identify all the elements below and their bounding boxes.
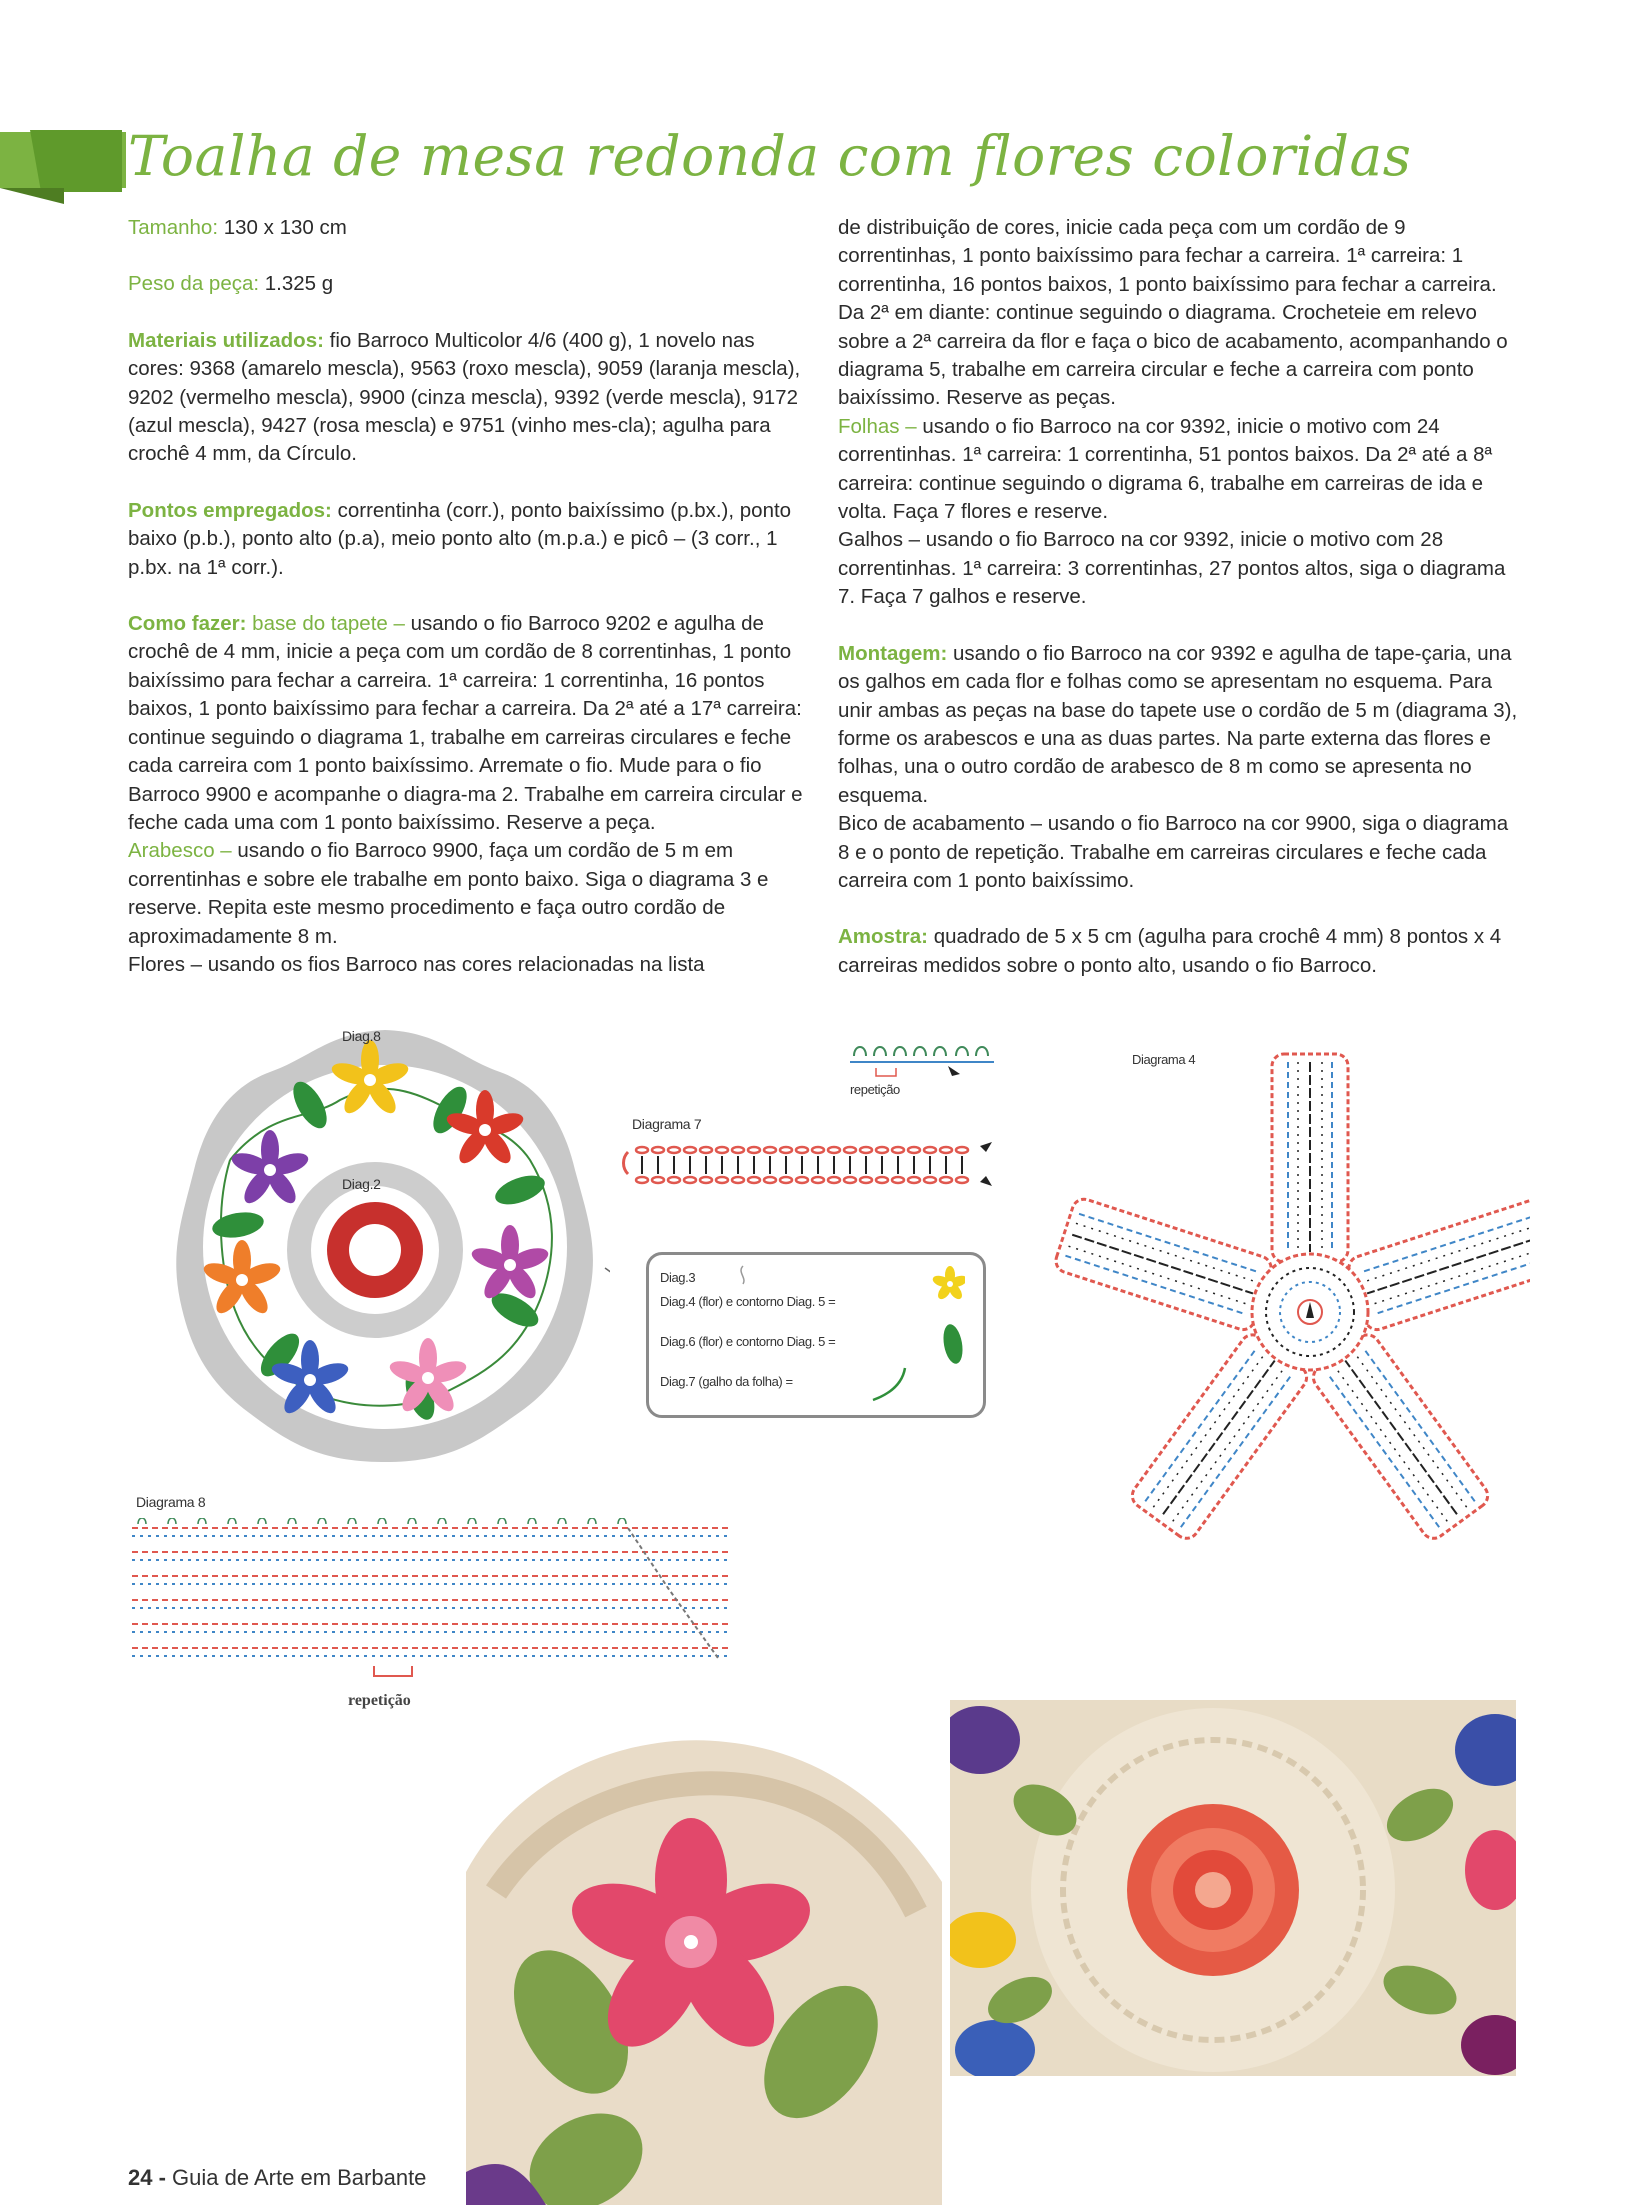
arabesque-text: usando o fio Barroco 9900, faça um cordão de 5 m em correntinhas e sobre ele trabalhe em ponto baixo. Siga o diagrama 3 e reserve. Repita este mesmo procedimento e faça outro cordão de aproximadamente 8 m. [128,839,769,948]
chain-stitch-row-top [636,1147,968,1153]
stitches-text: correntinha (corr.), ponto baixíssimo (p.bx.), ponto baixo (p.b.), ponto alto (p.a), meio ponto alto (m.p.a.) e picô – (3 corr., 1 p.bx. na 1ª corr.). [128,498,792,579]
page-number: 24 [128,2165,153,2190]
how-to-paragraph [128,610,804,837]
branch-icon [873,1368,905,1400]
materials-paragraph [128,327,804,469]
diagrama4-label: Diagrama 4 [1132,1052,1196,1067]
photo-center-detail [950,1700,1516,2076]
diag8-label: Diag.8 [342,1028,381,1044]
tablecloth-scheme-diagram [160,1010,610,1480]
edging-row-2 [132,1552,732,1560]
diagrama8-chart [128,1518,738,1688]
arabesque-paragraph [128,837,804,951]
arabesque-label: Arabesco – [128,839,232,863]
edging-row-4 [132,1600,732,1608]
diagrama8-label: Diagrama 8 [136,1494,206,1510]
repeticao-bold-label: repetição [348,1692,411,1709]
chain-stitch-row-bottom [636,1177,968,1183]
size-label: Tamanho: [128,216,219,239]
leaves-label: Folhas – [838,414,917,438]
petal-left [1053,1196,1274,1333]
repeat-bracket [374,1666,412,1676]
double-crochet-row [642,1156,962,1174]
legend-icons [735,1262,965,1412]
flowers-continued-paragraph: de distribuição de cores, inicie cada peça com um cordão de 9 correntinhas, 1 ponto baixíssimo para fechar a carreira. 1ª carreira: 1 correntinha, 16 pontos baixos, 1 ponto baixíssimo para fechar a carreira. Da 2ª em diante: continue seguindo o diagrama. Crocheteie em relevo sobre a 2ª carreira da flor e faça o bico de acabamento, acompanhando o diagrama 5, trabalhe em carreira circular e feche a carreira com ponto baixíssimo. Reserve as peças. [838,216,1508,410]
stitches-label: Pontos empregados: [128,498,332,522]
photo-red-center [1127,1804,1299,1976]
gauge-text: quadrado de 5 x 5 cm (agulha para crochê 4 mm) 8 pontos x 4 carreiras medidos sobre o ponto alto, usando o fio Barroco. [838,925,1502,977]
edging-row-1 [132,1528,732,1536]
size-paragraph [128,214,804,242]
assembly-label: Montagem: [838,641,948,665]
header-accent-fold [0,188,64,204]
how-to-label: Como fazer: [128,612,247,636]
photo-flower-detail [466,1732,942,2205]
page-footer [128,2165,426,2191]
repeticao-small-label: repetição [850,1082,900,1097]
branches-paragraph: Galhos – usando o fio Barroco na cor 9392, inicie o motivo com 28 correntinhas. 1ª carreira: 3 correntinhas, 27 pontos altos, siga o diagrama 7. Faça 7 galhos e reserve. [838,528,1506,609]
diagrama7-label: Diagrama 7 [632,1116,702,1132]
materials-text: fio Barroco Multicolor 4/6 (400 g), 1 novelo nas cores: 9368 (amarelo mescla), 9563 (roxo mescla), 9059 (laranja mescla), 9202 (vermelho mescla), 9900 (cinza mescla), 9392 (verde mescla), 9172 (azul mescla), 9427 (rosa mescla) e 9751 (vinho mes-cla); agulha para crochê 4 mm, da Círculo. [128,328,801,466]
leaves-paragraph [838,413,1520,527]
base-label: base do tapete – [246,612,405,636]
header-accent-notch [30,130,122,192]
legend-diag7: Diag.7 (galho da folha) = [660,1374,793,1389]
diag2-label: Diag.2 [342,1176,381,1192]
petal-top [1272,1054,1348,1262]
edging-row-5 [132,1624,732,1632]
petal-right [1346,1196,1530,1333]
legend-diag3: Diag.3 [660,1270,696,1285]
assembly-paragraph [838,640,1520,810]
edging-repeat-sample [848,1038,998,1084]
weight-value: 1.325 g [259,272,334,296]
diagrama7-chart [618,1138,998,1190]
footer-separator: - [152,2165,173,2190]
right-text-column [838,214,1520,980]
gauge-paragraph [838,923,1520,980]
assembly-text: usando o fio Barroco na cor 9392 e agulha de tape-çaria, una os galhos em cada flor e folhas como se apresentam no esquema. Para unir ambas as peças na base do tapete use o cordão de 5 m (diagrama 3), forme os arabescos e una as duas partes. Na parte externa das flores e folhas, una o outro cordão de arabesco de 8 m como se apresenta no esquema. [838,641,1518,807]
materials-label: Materiais utilizados: [128,328,324,352]
arabesque-curl-icon [741,1266,744,1284]
edging-paragraph: Bico de acabamento – usando o fio Barroco na cor 9900, siga o diagrama 8 e o ponto de repetição. Trabalhe em carreiras circulares e feche cada carreira com 1 ponto baixíssimo. [838,812,1509,892]
flowers-paragraph: Flores – usando os fios Barroco nas cores relacionadas na lista [128,952,705,976]
diagrama4-chart [1030,1012,1530,1572]
weight-paragraph [128,270,804,298]
leaves-text: usando o fio Barroco na cor 9392, inicie o motivo com 24 correntinhas. 1ª carreira: 1 correntinha, 51 pontos baixos. Da 2ª até a 8ª carreira: continue seguindo o digrama 6, trabalhe em carreiras de ida e volta. Faça 7 flores e reserve. [838,414,1493,524]
center-hole [349,1224,401,1276]
picot-row [138,1518,626,1524]
weight-label: Peso da peça: [128,272,260,296]
green-leaf-icon [941,1323,965,1366]
legend-diag6: Diag.6 (flor) e contorno Diag. 5 = [660,1334,836,1349]
page-title: Toalha de mesa redonda com flores coloridas [128,124,1412,188]
stitches-paragraph [128,497,804,582]
yellow-flower-icon [931,1266,965,1302]
left-text-column [128,214,804,979]
legend-diag4: Diag.4 (flor) e contorno Diag. 5 = [660,1294,836,1309]
size-value: 130 x 130 cm [218,216,347,239]
gauge-label: Amostra: [838,925,928,949]
publication-name: Guia de Arte em Barbante [172,2165,427,2190]
repeat-diagonal [628,1528,718,1658]
base-text: usando o fio Barroco 9202 e agulha de crochê de 4 mm, inicie a peça com um cordão de 8 correntinhas, 1 ponto baixíssimo para fechar a carreira. 1ª carreira: 1 correntinha, 16 pontos baixos, 1 ponto baixíssimo para fechar a carreira. Da 2ª até a 17ª carreira: continue seguindo o diagrama 1, trabalhe em carreiras circulares e feche cada carreira com 1 ponto baixíssimo. Arremate o fio. Mude para o fio Barroco 9900 e acompanhe o diagra-ma 2. Trabalhe em carreira circular e feche cada uma com 1 ponto baixíssimo. Reserve a peça. [128,612,803,834]
edging-row-3 [132,1576,732,1584]
edging-row-6 [132,1648,732,1656]
